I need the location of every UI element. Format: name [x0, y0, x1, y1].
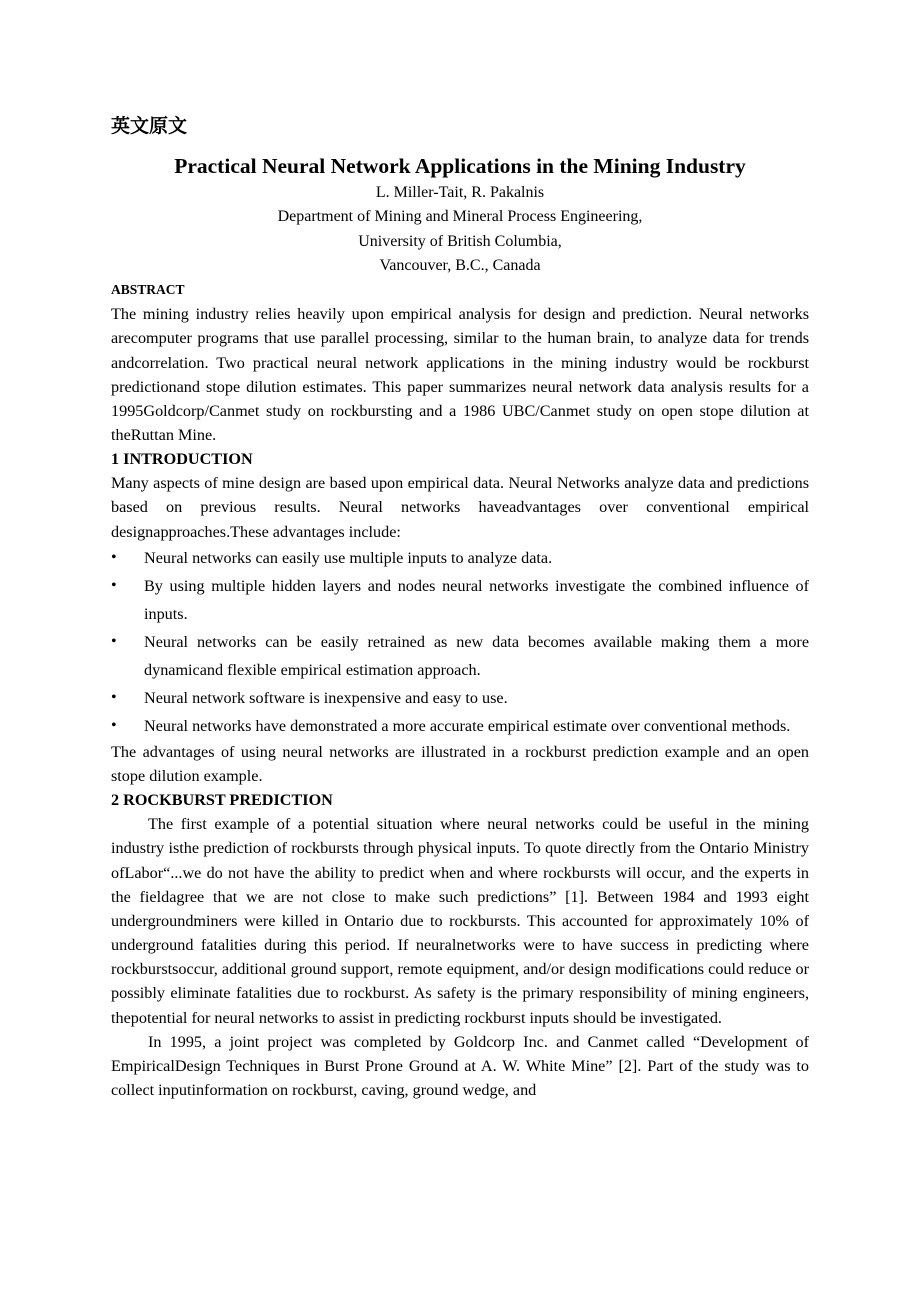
section-label-original-text: 英文原文	[111, 115, 188, 137]
list-item-text: Neural networks can easily use multiple inputs to analyze data.	[144, 548, 553, 567]
authors: L. Miller-Tait, R. Pakalnis	[375, 184, 545, 201]
rockburst-heading: 2 ROCKBURST PREDICTION	[111, 791, 333, 810]
bullet-icon: •	[111, 576, 117, 594]
paper-title: Practical Neural Network Applications in the Mining Industry	[174, 154, 746, 178]
list-item-text: Neural networks can be easily retrained as new data becomes available making them a more dynamicand flexible empirical estimation approach.	[144, 632, 809, 679]
introduction-closing-text: The advantages of using neural networks are illustrated in a rockburst prediction example and an open stope dilution example.	[111, 742, 809, 785]
affiliation-line-3: Vancouver, B.C., Canada	[379, 256, 541, 274]
bullet-icon: •	[111, 688, 117, 706]
bullet-icon: •	[111, 548, 117, 566]
list-item	[111, 684, 809, 712]
list-item-text: Neural networks have demonstrated a more accurate empirical estimate over conventional methods.	[144, 716, 791, 735]
rockburst-paragraph-1: The first example of a potential situation where neural networks could be useful in the mining industry isthe prediction of rockbursts through physical inputs. To quote directly from the Ontario Ministry ofLabor“...we do not have the ability to predict when and where rockbursts will occur, and the experts in the fieldagree that we are not close to make such predictions” [1]. Between 1984 and 1993 eight undergroundminers were killed in Ontario due to rockbursts. This accounted for approximately 10% of underground fatalities during this period. If neuralnetworks were to have success in predicting where rockburstsoccur, additional ground support, remote equipment, and/or design modifications could reduce or possibly eliminate fatalities due to rockburst. As safety is the primary responsibility of mining engineers, thepotential for neural networks to assist in predicting rockburst inputs should be investigated.	[111, 815, 809, 1027]
list-item-text: Neural network software is inexpensive and easy to use.	[144, 688, 508, 707]
rockburst-paragraph-2: In 1995, a joint project was completed by Goldcorp Inc. and Canmet called “Development of EmpiricalDesign Techniques in Burst Prone Ground at A. W. White Mine” [2]. Part of the study was to collect inputinformation on rockburst, caving, ground wedge, and	[111, 1032, 809, 1100]
introduction-heading: 1 INTRODUCTION	[111, 450, 253, 469]
list-item-text: By using multiple hidden layers and nodes neural networks investigate the combined influence of inputs.	[144, 576, 809, 623]
introduction-text: Many aspects of mine design are based upon empirical data. Neural Networks analyze data and predictions based on previous results. Neural networks haveadvantages over conventional empirical designapproaches.These advantages include:	[111, 474, 809, 541]
list-item	[111, 712, 809, 740]
affiliation-line-1: Department of Mining and Mineral Process Engineering,	[277, 208, 643, 226]
bullet-icon: •	[111, 716, 117, 734]
abstract-heading: ABSTRACT	[111, 282, 185, 298]
list-item	[111, 628, 809, 684]
affiliation-line-2: University of British Columbia,	[358, 232, 562, 250]
bullet-icon: •	[111, 632, 117, 650]
list-item	[111, 572, 809, 628]
abstract-text: The mining industry relies heavily upon empirical analysis for design and prediction. Neural networks arecomputer programs that use parallel processing, similar to the human brain, to analyze data for trends andcorrelation. Two practical neural network applications in the mining industry would be rockburst predictionand stope dilution estimates. This paper summarizes neural network data analysis results for a 1995Goldcorp/Canmet study on rockbursting and a 1986 UBC/Canmet study on open stope dilution at theRuttan Mine.	[111, 305, 809, 444]
list-item	[111, 544, 809, 572]
advantages-list	[111, 544, 809, 740]
document-page	[111, 113, 809, 1102]
